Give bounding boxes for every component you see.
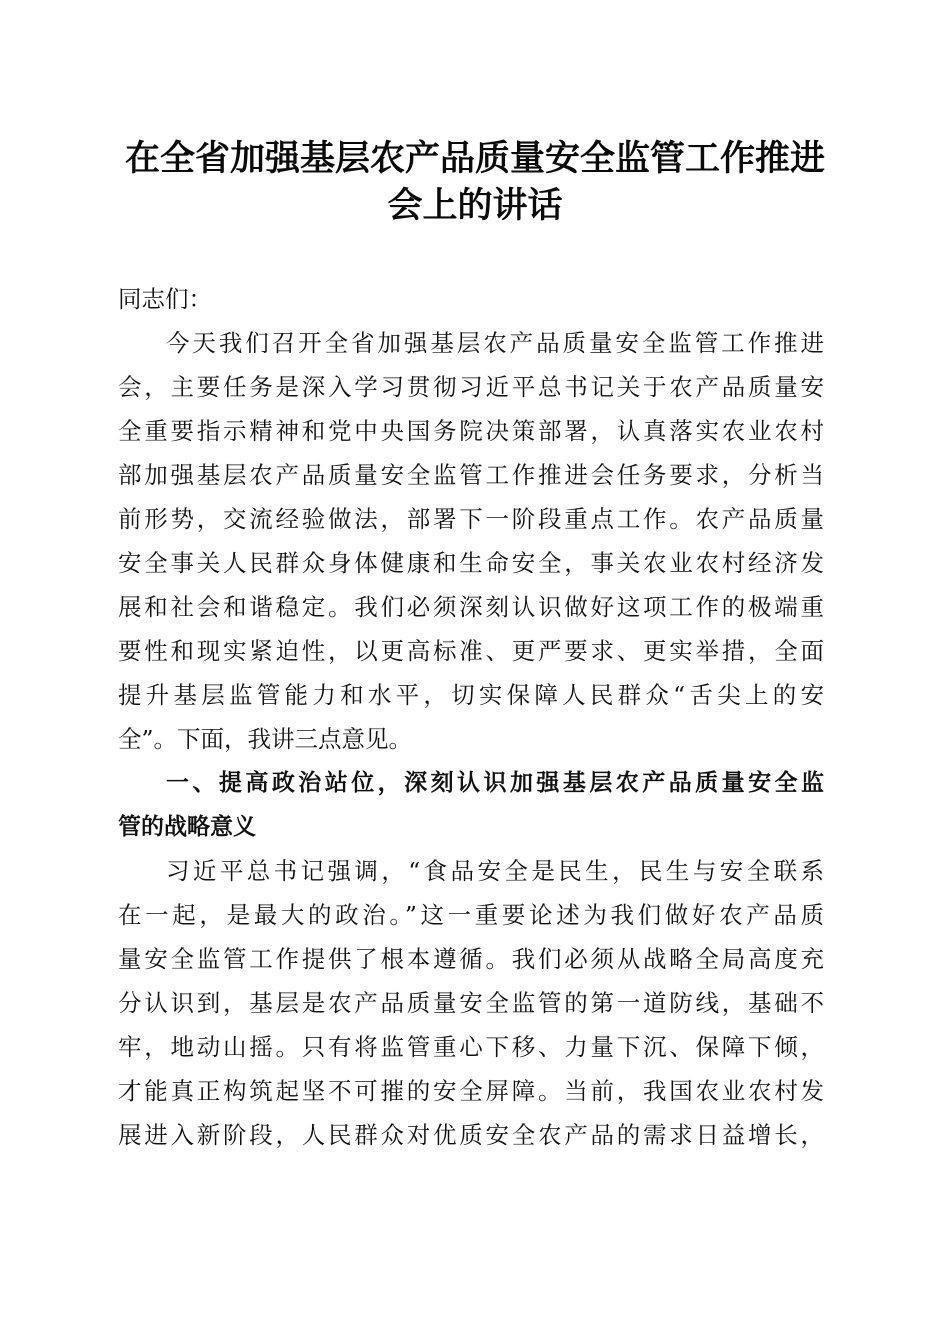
- paragraph-2-line: 牢，地动山摇。只有将监管重心下移、力量下沉、保障下倾，: [118, 1033, 824, 1061]
- paragraph-2-line: 分认识到，基层是农产品质量安全监管的第一道防线，基础不: [118, 989, 824, 1017]
- paragraph-1-line: 全重要指示精神和党中央国务院决策部署，认真落实农业农村: [118, 417, 824, 445]
- paragraph-1-line: 部加强基层农产品质量安全监管工作推进会任务要求，分析当: [118, 461, 824, 489]
- paragraph-1-line: 展和社会和谐稳定。我们必须深刻认识做好这项工作的极端重: [118, 593, 824, 621]
- section-heading-1-line: 一、提高政治站位，深刻认识加强基层农产品质量安全监: [166, 770, 824, 796]
- paragraph-1-line: 会，主要任务是深入学习贯彻习近平总书记关于农产品质量安: [118, 373, 824, 401]
- paragraph-2-line: 习近平总书记强调，“食品安全是民生，民生与安全联系: [166, 857, 824, 885]
- salutation: 同志们：: [118, 285, 212, 313]
- paragraph-2-line: 量安全监管工作提供了根本遵循。我们必须从战略全局高度充: [118, 945, 824, 973]
- section-heading-1-line: 管的战略意义: [118, 814, 256, 840]
- document-title-line-2: 会上的讲话: [387, 185, 563, 226]
- paragraph-1-line: 提升基层监管能力和水平，切实保障人民群众“舌尖上的安: [118, 681, 824, 709]
- paragraph-1-line: 前形势，交流经验做法，部署下一阶段重点工作。农产品质量: [118, 505, 824, 533]
- paragraph-1-line: 今天我们召开全省加强基层农产品质量安全监管工作推进: [166, 329, 824, 357]
- paragraph-1-line: 要性和现实紧迫性，以更高标准、更严要求、更实举措，全面: [118, 637, 824, 665]
- paragraph-2-line: 在一起，是最大的政治。”这一重要论述为我们做好农产品质: [118, 901, 824, 929]
- paragraph-1-line: 安全事关人民群众身体健康和生命安全，事关农业农村经济发: [118, 549, 824, 577]
- document-title-line-1: 在全省加强基层农产品质量安全监管工作推进: [124, 138, 825, 179]
- paragraph-1-line: 全”。下面，我讲三点意见。: [118, 725, 413, 753]
- paragraph-2-line: 展进入新阶段，人民群众对优质安全农产品的需求日益增长，: [118, 1121, 824, 1149]
- paragraph-2-line: 才能真正构筑起坚不可摧的安全屏障。当前，我国农业农村发: [118, 1077, 824, 1105]
